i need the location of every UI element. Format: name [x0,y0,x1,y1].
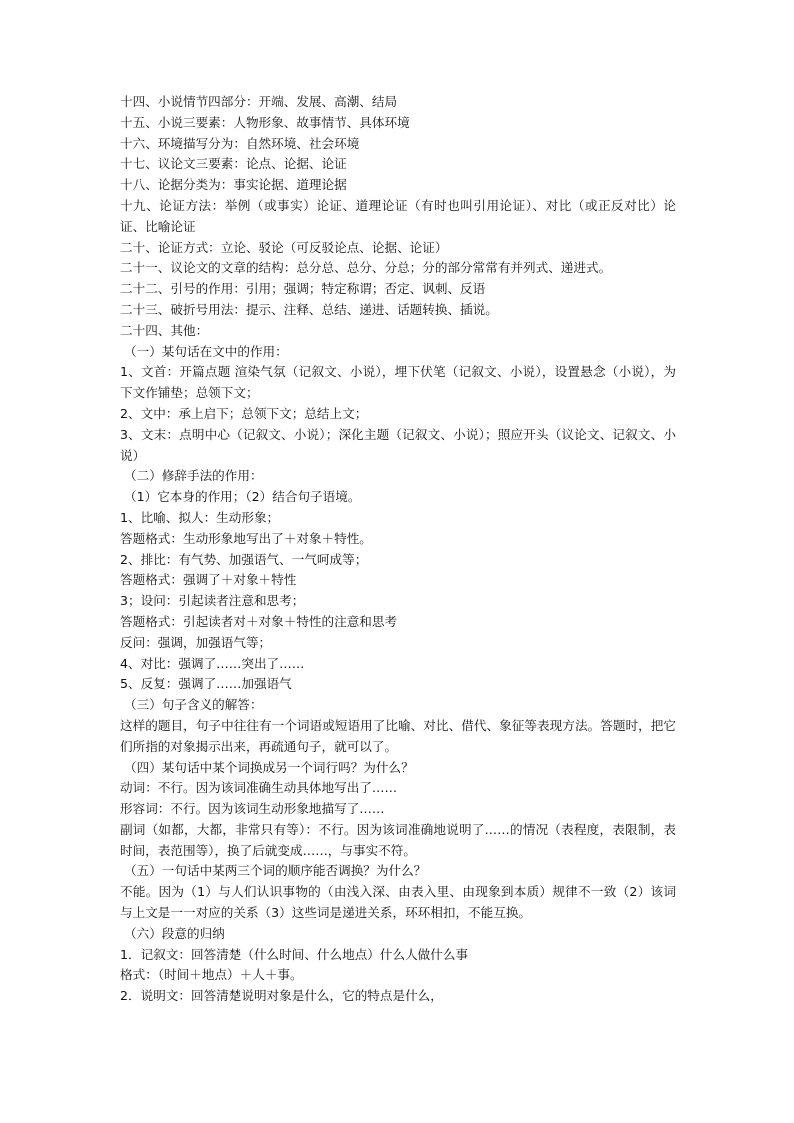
document-page [120,92,676,1007]
text-line: 反问：强调，加强语气等； [120,634,272,650]
section-heading: （六）段意的归纳 [124,925,225,941]
text-line: 二十四、其他： [120,322,209,338]
section-heading: （四）某句话中某个词换成另一个词行吗？为什么？ [124,759,414,775]
text-line: 十八、论据分类为：事实论据、道理论据 [120,177,347,193]
text-line: 答题格式：引起读者对＋对象＋特性的注意和思考 [120,613,398,629]
text-line: 答题格式：生动形象地写出了＋对象＋特性。 [120,530,372,546]
text-line: 1、比喻、拟人：生动形象； [120,509,280,525]
text-line: 二十一、议论文的文章的结构：总分总、总分、分总；分的部分常常有并列式、递进式。 [120,260,612,276]
text-line: 十七、议论文三要素：论点、论据、论证 [120,156,347,172]
text-paragraph: 不能。因为（1）与人们认识事物的（由浅入深、由表入里、由现象到本质）规律不一致（2）该词与上文是一一对应的关系（3）这些词是递进关系，环环相扣，不能互换。 [120,884,676,921]
text-line: 答题格式：强调了＋对象＋特性 [120,572,297,588]
text-line: 2、排比：有气势、加强语气、一气呵成等； [120,551,368,567]
text-paragraph: 这样的题目，句子中往往有一个词语或短语用了比喻、对比、借代、象征等表现方法。答题时，把它们所指的对象揭示出来，再疏通句子，就可以了。 [120,717,676,754]
section-heading: （三）句子含义的解答： [124,697,263,713]
section-heading: （五）一句话中某两三个词的顺序能否调换？为什么？ [124,863,427,879]
text-paragraph: 副词（如都，大都，非常只有等）：不行。因为该词准确地说明了……的情况（表程度，表限制，表时间，表范围等），换了后就变成……，与事实不符。 [120,821,676,858]
text-line: 十六、环境描写分为：自然环境、社会环境 [120,135,360,151]
text-paragraph: 十九、论证方法：举例（或事实）论证、道理论证（有时也叫引用论证）、对比（或正反对比）论证、比喻论证 [120,197,676,234]
text-line: （1）它本身的作用；（2）结合句子语境。 [124,489,361,505]
section-heading: （二）修辞手法的作用： [124,468,263,484]
text-line: 二十、论证方式：立论、驳论（可反驳论点、论据、论证） [120,239,448,255]
text-paragraph: 3、文末：点明中心（记叙文、小说）；深化主题（记叙文、小说）；照应开头（议论文、记叙文、小说） [120,426,676,463]
text-line: 格式：（时间＋地点）＋人＋事。 [120,967,303,983]
text-line: 十五、小说三要素：人物形象、故事情节、具体环境 [120,114,410,130]
text-line: 十四、小说情节四部分：开端、发展、高潮、结局 [120,94,398,109]
text-line: 二十二、引号的作用：引用；强调；特定称谓；否定、讽刺、反语 [120,281,486,297]
text-line: 形容词：不行。因为该词生动形象地描写了…… [120,801,385,817]
text-line: 动词：不行。因为该词准确生动具体地写出了…… [120,780,398,796]
text-line: 2、文中：承上启下；总领下文；总结上文； [120,405,368,421]
section-heading: （一）某句话在文中的作用： [124,343,288,359]
text-line: 3；设问：引起读者注意和思考； [120,593,305,609]
text-line: 4、对比：强调了……突出了…… [120,655,305,671]
text-paragraph: 1、文首：开篇点题 渲染气氛（记叙文、小说），埋下伏笔（记叙文、小说），设置悬念（小说），为下文作铺垫；总领下文； [120,364,676,401]
text-line: 二十三、破折号用法：提示、注释、总结、递进、话题转换、插说。 [120,301,498,317]
text-line: 5、反复：强调了……加强语气 [120,676,292,692]
text-line: 2．说明文：回答清楚说明对象是什么，它的特点是什么， [120,988,443,1004]
text-line: 1．记叙文：回答清楚（什么时间、什么地点）什么人做什么事 [120,946,469,962]
